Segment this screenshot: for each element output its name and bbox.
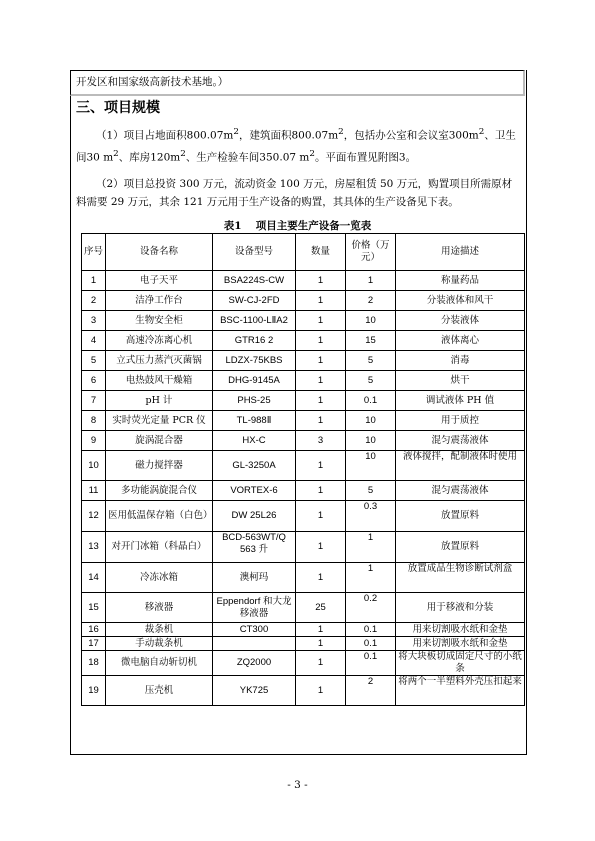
table-row <box>82 451 525 481</box>
cell-name: 手动裁条机 <box>106 637 213 651</box>
page-number: - 3 - <box>287 779 308 791</box>
table-row <box>82 593 525 623</box>
table-row <box>82 311 525 331</box>
cell-name: 洁净工作台 <box>106 291 213 311</box>
cell-use: 称量药品 <box>396 271 525 291</box>
cell-no: 9 <box>82 431 106 451</box>
cell-price: 0.1 <box>346 651 396 676</box>
previous-text-line: 开发区和国家级高新技术基地。） <box>76 76 229 88</box>
table-row <box>82 532 525 563</box>
table-row <box>82 676 525 706</box>
cell-qty: 3 <box>296 431 346 451</box>
cell-no: 1 <box>82 271 106 291</box>
cell-name: pH 计 <box>106 391 213 411</box>
cell-qty: 1 <box>296 563 346 593</box>
cell-name: 生物安全柜 <box>106 311 213 331</box>
table-row <box>82 481 525 501</box>
cell-name: 冷冻冰箱 <box>106 563 213 593</box>
cell-use: 放置成品生物诊断试剂盒 <box>396 563 525 593</box>
cell-use: 用于移液和分装 <box>396 593 525 623</box>
cell-model: ZQ2000 <box>213 651 296 676</box>
cell-model: CT300 <box>213 623 296 637</box>
cell-name: 高速冷冻离心机 <box>106 331 213 351</box>
cell-model: GTR16 2 <box>213 331 296 351</box>
table-row <box>82 651 525 676</box>
cell-model: PHS-25 <box>213 391 296 411</box>
table-row <box>82 563 525 593</box>
cell-price: 0.3 <box>346 501 396 532</box>
cell-use: 消毒 <box>396 351 525 371</box>
table-row <box>82 637 525 651</box>
table-row <box>82 371 525 391</box>
cell-model: Eppendorf 和大龙移液器 <box>213 593 296 623</box>
cell-no: 13 <box>82 532 106 563</box>
cell-no: 19 <box>82 676 106 706</box>
cell-no: 2 <box>82 291 106 311</box>
cell-use: 分装液体 <box>396 311 525 331</box>
cell-price: 15 <box>346 331 396 351</box>
cell-use: 将两个一半塑料外壳压扣起来 <box>396 676 525 706</box>
cell-name: 旋涡混合器 <box>106 431 213 451</box>
cell-no: 11 <box>82 481 106 501</box>
cell-no: 18 <box>82 651 106 676</box>
cell-price: 0.1 <box>346 623 396 637</box>
cell-price: 1 <box>346 563 396 593</box>
cell-model: YK725 <box>213 676 296 706</box>
cell-price: 0.1 <box>346 391 396 411</box>
table-header-row <box>82 234 525 271</box>
cell-model: BSC-1100-LⅡA2 <box>213 311 296 331</box>
cell-use: 放置原料 <box>396 501 525 532</box>
cell-use: 混匀震荡液体 <box>396 431 525 451</box>
cell-price: 2 <box>346 291 396 311</box>
cell-model: TL-988Ⅱ <box>213 411 296 431</box>
cell-qty: 1 <box>296 676 346 706</box>
cell-qty: 1 <box>296 532 346 563</box>
cell-qty: 25 <box>296 593 346 623</box>
table-row <box>82 501 525 532</box>
cell-qty: 1 <box>296 331 346 351</box>
cell-name: 磁力搅拌器 <box>106 451 213 481</box>
cell-name: 立式压力蒸汽灭菌锅 <box>106 351 213 371</box>
table-row <box>82 331 525 351</box>
header-qty: 数量 <box>296 234 346 271</box>
cell-use: 用来切割吸水纸和金垫 <box>396 637 525 651</box>
cell-price: 2 <box>346 676 396 706</box>
cell-no: 10 <box>82 451 106 481</box>
cell-use: 烘干 <box>396 371 525 391</box>
cell-use: 分装液体和风干 <box>396 291 525 311</box>
cell-no: 7 <box>82 391 106 411</box>
cell-use: 放置原料 <box>396 532 525 563</box>
cell-qty: 1 <box>296 411 346 431</box>
cell-no: 12 <box>82 501 106 532</box>
cell-use: 液体搅拌，配制液体时使用 <box>396 451 525 481</box>
section-heading: 三、项目规模 <box>76 100 160 116</box>
cell-name: 压壳机 <box>106 676 213 706</box>
table-row <box>82 391 525 411</box>
table-row <box>82 623 525 637</box>
cell-qty: 1 <box>296 311 346 331</box>
cell-no: 3 <box>82 311 106 331</box>
cell-model: HX-C <box>213 431 296 451</box>
cell-use: 调试液体 PH 值 <box>396 391 525 411</box>
header-price: 价格（万元） <box>346 234 396 271</box>
table-row <box>82 411 525 431</box>
cell-price: 0.2 <box>346 593 396 623</box>
table-row <box>82 271 525 291</box>
cell-price: 5 <box>346 351 396 371</box>
cell-use: 用来切割吸水纸和金垫 <box>396 623 525 637</box>
cell-qty: 1 <box>296 501 346 532</box>
cell-model: LDZX-75KBS <box>213 351 296 371</box>
table-row <box>82 291 525 311</box>
cell-price: 1 <box>346 532 396 563</box>
cell-model: GL-3250A <box>213 451 296 481</box>
cell-model <box>213 637 296 651</box>
cell-price: 10 <box>346 311 396 331</box>
cell-name: 微电脑自动斩切机 <box>106 651 213 676</box>
cell-qty: 1 <box>296 271 346 291</box>
cell-name: 裁条机 <box>106 623 213 637</box>
cell-model: 澳柯玛 <box>213 563 296 593</box>
cell-use: 混匀震荡液体 <box>396 481 525 501</box>
paragraph-investment: （2）项目总投资 300 万元，流动资金 100 万元，房屋租赁 50 万元，购置项目所需原材料需要 29 万元，其余 121 万元用于生产设备的购置，其具体的生产设备见下表。 <box>76 178 513 208</box>
cell-qty: 1 <box>296 623 346 637</box>
header-model: 设备型号 <box>213 234 296 271</box>
paragraph-area: （1）项目占地面积$800.07m^2$，建筑面积$800.07m^2$，包括办公室和会议室$300m^2$、卫生间30 $m^2$、库房$120m^2$、生产检验车间350.07 $m^2$。平面布置见附图3。 <box>76 127 516 163</box>
cell-price: 10 <box>346 451 396 481</box>
cell-no: 14 <box>82 563 106 593</box>
cell-no: 15 <box>82 593 106 623</box>
cell-qty: 1 <box>296 481 346 501</box>
cell-name: 医用低温保存箱（白色） <box>106 501 213 532</box>
cell-use: 将大块板切成固定尺寸的小纸条 <box>396 651 525 676</box>
cell-model: DHG-9145A <box>213 371 296 391</box>
cell-price: 5 <box>346 371 396 391</box>
cell-no: 17 <box>82 637 106 651</box>
header-use: 用途描述 <box>396 234 525 271</box>
cell-qty: 1 <box>296 651 346 676</box>
cell-model: SW-CJ-2FD <box>213 291 296 311</box>
table-row <box>82 431 525 451</box>
cell-qty: 1 <box>296 391 346 411</box>
cell-use: 用于质控 <box>396 411 525 431</box>
cell-model: VORTEX-6 <box>213 481 296 501</box>
cell-no: 16 <box>82 623 106 637</box>
cell-qty: 1 <box>296 637 346 651</box>
cell-qty: 1 <box>296 351 346 371</box>
cell-qty: 1 <box>296 371 346 391</box>
header-name: 设备名称 <box>106 234 213 271</box>
cell-no: 4 <box>82 331 106 351</box>
cell-name: 对开门冰箱（科晶白） <box>106 532 213 563</box>
cell-model: BSA224S-CW <box>213 271 296 291</box>
cell-price: 1 <box>346 271 396 291</box>
table-row <box>82 351 525 371</box>
equipment-table <box>81 233 525 706</box>
cell-model: DW 25L26 <box>213 501 296 532</box>
cell-model: BCD-563WT/Q 563 升 <box>213 532 296 563</box>
cell-name: 电子天平 <box>106 271 213 291</box>
table-caption: 表1 项目主要生产设备一览表 <box>223 220 372 232</box>
cell-name: 多功能涡旋混合仪 <box>106 481 213 501</box>
cell-qty: 1 <box>296 291 346 311</box>
cell-no: 8 <box>82 411 106 431</box>
cell-price: 10 <box>346 411 396 431</box>
header-no: 序号 <box>82 234 106 271</box>
cell-price: 10 <box>346 431 396 451</box>
cell-use: 液体离心 <box>396 331 525 351</box>
cell-no: 5 <box>82 351 106 371</box>
cell-price: 0.1 <box>346 637 396 651</box>
cell-name: 实时荧光定量 PCR 仪 <box>106 411 213 431</box>
cell-qty: 1 <box>296 451 346 481</box>
cell-price: 5 <box>346 481 396 501</box>
cell-name: 电热鼓风干燥箱 <box>106 371 213 391</box>
cell-no: 6 <box>82 371 106 391</box>
cell-name: 移液器 <box>106 593 213 623</box>
